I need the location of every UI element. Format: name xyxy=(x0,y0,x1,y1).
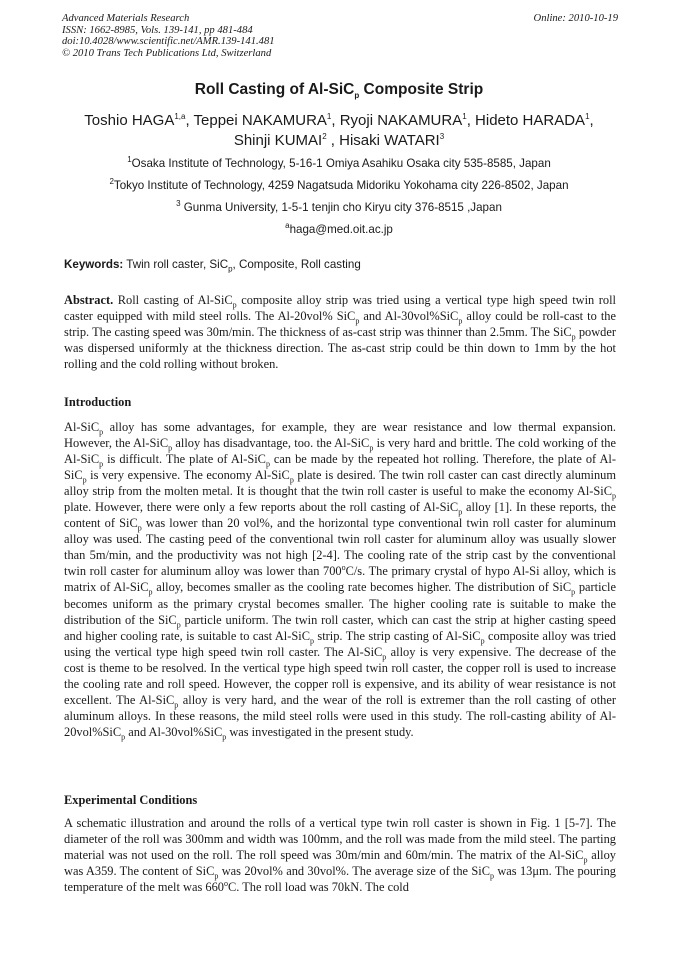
affiliation-2: $^2$Tokyo Institute of Technology, 4259 Nagatsuda Midoriku Yokohama city 226-8502, Japan xyxy=(109,177,569,192)
copyright-line: © 2010 Trans Tech Publications Ltd, Switzerland xyxy=(62,47,272,59)
author-list xyxy=(40,111,638,151)
corresponding-email: $^a$haga@med.oit.ac.jp xyxy=(285,221,393,236)
journal-header xyxy=(62,13,618,59)
online-date: Online: 2010-10-19 xyxy=(533,13,618,24)
journal-name: Advanced Materials Research xyxy=(62,13,190,24)
issn-line: ISSN: 1662-8985, Vols. 139-141, pp 481-484 xyxy=(62,24,253,36)
affiliation-1: $^1$Osaka Institute of Technology, 5-16-1 Omiya Asahiku Osaka city 535-8585, Japan xyxy=(127,155,551,170)
paper-title: Roll Casting of Al-SiC$_p$ Composite Strip xyxy=(194,81,484,101)
experimental-heading: Experimental Conditions xyxy=(64,793,198,807)
author-line-1: Toshio HAGA$^{1,a}$, Teppei NAKAMURA$^1$, Ryoji NAKAMURA$^1$, Hideto HARADA$^1$, xyxy=(84,112,594,129)
affiliation-3: $^3$ Gunma University, 1-5-1 tenjin cho Kiryu city 376-8515 ,Japan xyxy=(176,199,502,214)
author-line-2: Shinji KUMAI$^2$ , Hisaki WATARI$^3$ xyxy=(233,132,445,149)
introduction-text: Al-SiC$_p$ alloy has some advantages, for example, they are wear resistance and low thermal expansion. However, the Al-SiC$_p$ alloy has disadvantage, too. the Al-SiC$_p$ is very hard and brittle. The cold working of the Al-SiC$_p$ is difficult. The plate of Al-SiC$_p$ can be made by the repeated hot rolling. Therefore, the plate of Al-SiC$_p$ is very expensive. The economy Al-SiC$_p$ plate is desired. The twin roll caster can cast directly aluminum alloy strip from the molten metal. It is thought that the twin roll caster is useful to make the economy Al-SiC$_p$ plate. However, there were only a few reports about the roll casting of Al-SiC$_p$ alloy [1]. In these reports, the content of SiC$_p$ was lower than 20 vol%, and the horizontal type conventional twin roll caster for aluminum alloy was used. The casting peed of the conventional twin roll caster for aluminum alloy was usually slower than 5m/min, and the productivity was not high [2-4]. The cooling rate of the strip cast by the conventional twin roll caster for aluminum alloy was lower than 700$^o$C/s. The primary crystal of hypo Al-Si alloy, which is matrix of Al-SiC$_p$ alloy, becomes smaller as the cooling rate becomes higher. The distribution of SiC$_p$ particle becomes uniform as the primary crystal becomes smaller. The higher cooling rate is suitable to make the distribution of the SiC$_p$ particle uniform. The twin roll caster, which can cast the strip at higher casting speed and higher cooling rate, is suitable to cast Al-SiC$_p$ strip. The strip casting of Al-SiC$_p$ composite alloy was tried using the vertical type high speed twin roll caster. The Al-SiC$_p$ alloy is very expensive. The decrease of the cost is theme to be resolved. In the vertical type high speed twin roll caster, the copper roll is used to increase the cooling rate and roll speed. However, the copper roll is expensive, and its ability of wear resistance is not excellent. The Al-SiC$_p$ alloy is very hard, and the wear of the roll is extremer than the roll casting of other aluminum alloys. In these reasons, the mild steel rolls were used in this study. The roll-casting ability of Al-20vol%SiC$_p$ and Al-30vol%SiC$_p$ was investigated in the present study. xyxy=(64,420,617,742)
experimental-text: A schematic illustration and around the rolls of a vertical type twin roll caster is shown in Fig. 1 [5-7]. The diameter of the roll was 300mm and width was 100mm, and the roll was made from the mild steel. The parting material was not used on the roll. The roll speed was 30m/min and 60m/min. The matrix of the Al-SiC$_p$ alloy was A359. The content of SiC$_p$ was 20vol% and 30vol%. The average size of the SiC$_p$ was 13μm. The pouring temperature of the melt was 660$^o$C. The roll load was 70kN. The cold xyxy=(64,816,617,895)
doi-line: doi:10.4028/www.scientific.net/AMR.139-141.481 xyxy=(62,36,275,47)
keywords: Keywords: Twin roll caster, SiC$_p$, Composite, Roll casting xyxy=(64,258,361,274)
abstract-label: Abstract. xyxy=(64,293,114,307)
abstract: Abstract. Roll casting of Al-SiC$_p$ composite alloy strip was tried using a vertical type high speed twin roll caster equipped with mild steel rolls. The Al-20vol% SiC$_p$ and Al-30vol%SiC$_p$ alloy could be roll-cast to the strip. The casting speed was 30m/min. The thickness of as-cast strip was thinner than 2.5mm. The SiC$_p$ powder was dispersed uniformly at the thickness direction. The as-cast strip could be thin down to 1mm by the hot rolling and the cold rolling without broken. xyxy=(64,293,616,372)
introduction-heading: Introduction xyxy=(64,395,132,409)
